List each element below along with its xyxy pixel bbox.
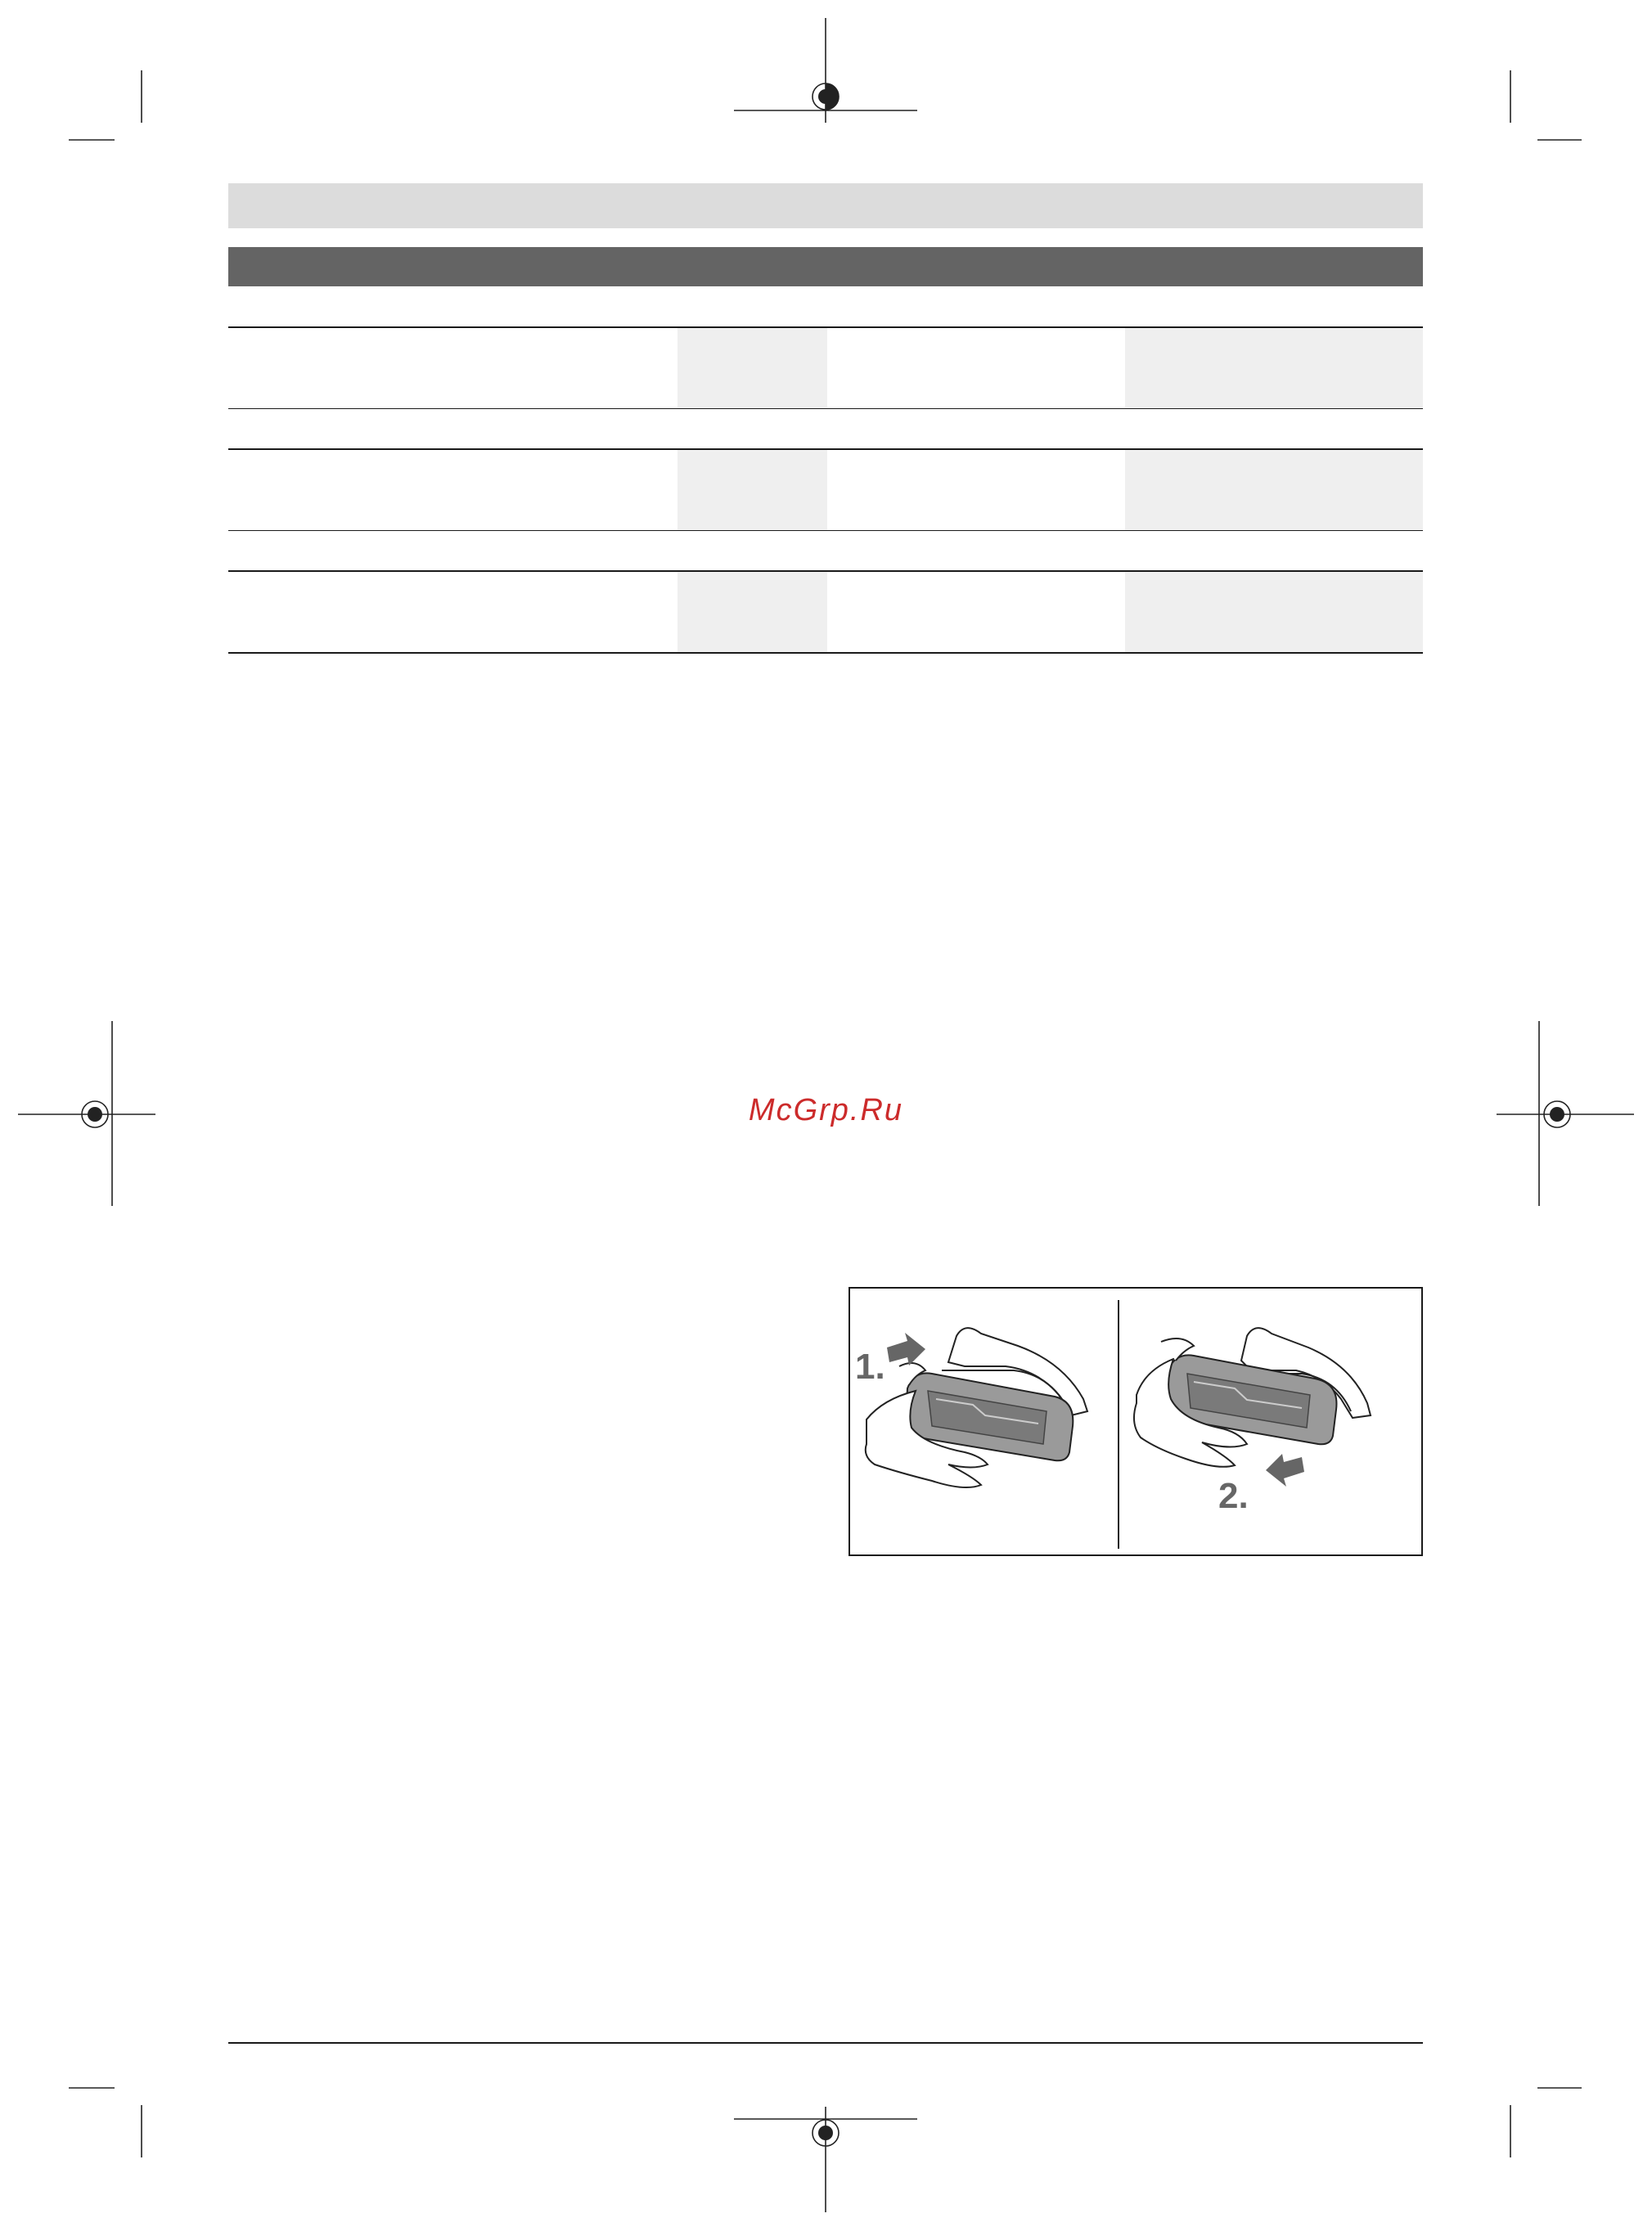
table-row (228, 448, 1423, 530)
battery-insertion-figure (849, 1287, 1423, 1556)
table-divider (228, 530, 1423, 531)
table-cell-shaded (1125, 572, 1423, 652)
step-1-illustration (855, 1328, 1087, 1487)
spec-table (228, 307, 1423, 655)
table-cell-shaded (1125, 450, 1423, 530)
table-cell-shaded (677, 572, 827, 652)
table-divider (228, 408, 1423, 409)
step-2-illustration (1134, 1328, 1371, 1516)
step-2-label: 2. (1218, 1476, 1249, 1516)
table-cell-shaded (677, 328, 827, 408)
table-bottom-rule (228, 652, 1423, 654)
table-row (228, 326, 1423, 408)
header-band-light (228, 183, 1423, 228)
watermark: McGrp.Ru (748, 1093, 904, 1127)
table-cell-shaded (677, 450, 827, 530)
table-cell-shaded (1125, 328, 1423, 408)
footer-rule (228, 2042, 1423, 2044)
figure-illustration (850, 1289, 1421, 1554)
step-1-label: 1. (855, 1347, 885, 1387)
table-row (228, 570, 1423, 652)
header-band-dark (228, 247, 1423, 286)
